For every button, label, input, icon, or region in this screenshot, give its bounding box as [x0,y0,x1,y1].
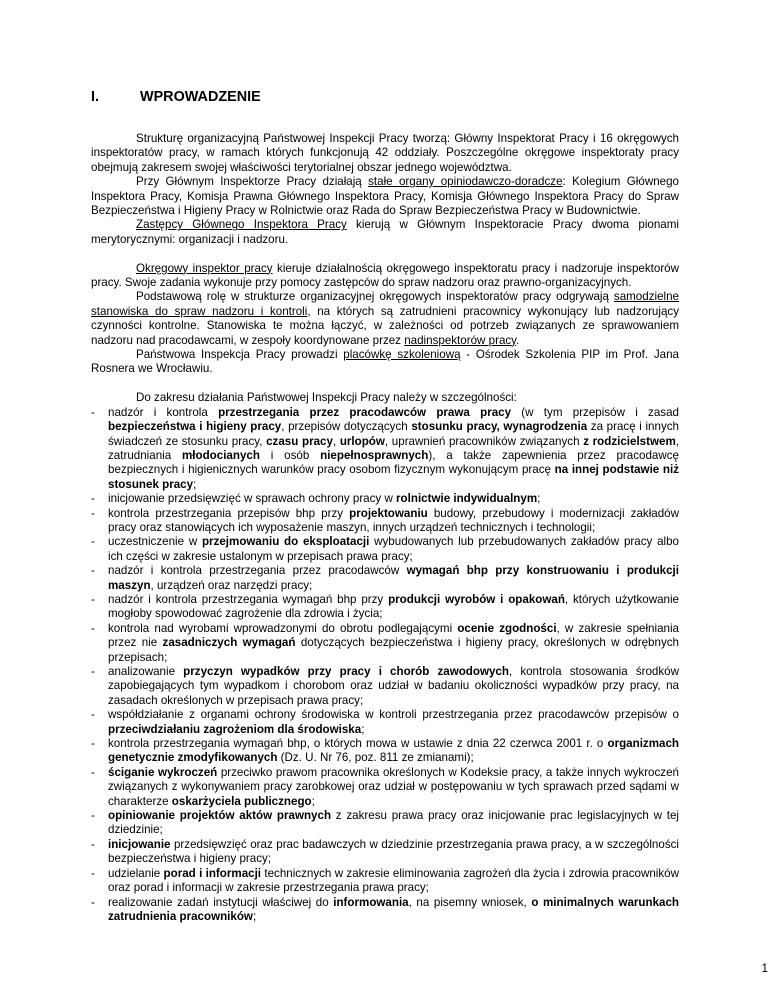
underlined-term: placówkę szkoleniową [343,348,461,362]
underlined-term: Okręgowy inspektor pracy [136,261,273,275]
scope-list-item: - uczestniczenie w przejmowaniu do eksploatacji wybudowanych lub przebudowanych zakładów pracy albo ich części w zakresie ustalonym w przepisach prawa pracy; [91,535,679,563]
list-dash: - [91,492,95,506]
emphasis: na innej podstawie niż stosunek pracy [108,463,679,491]
underlined-term: nadinspektorów pracy [404,333,517,347]
underlined-term: stałe organy opiniodawczo-doradcze [368,175,563,189]
emphasis: z rodzicielstwem [583,434,676,448]
emphasis: o minimalnych warunkach zatrudnienia pracowników [108,895,680,923]
paragraph-scope-lead: Do zakresu działania Państwowej Inspekcji Pracy należy w szczególności: [136,391,517,405]
list-dash: - [91,866,95,880]
emphasis: bezpieczeństwa i higieny pracy [108,420,282,434]
emphasis: zasadniczych wymagań [162,636,296,650]
emphasis: produkcji wyrobów i opakowań [388,592,565,606]
page-number: 1 [761,962,768,975]
scope-list-item: - realizowanie zadań instytucji właściwej do informowania, na pisemny wniosek, o minimalnych warunkach zatrudnienia pracowników; [91,895,680,923]
underlined-term: Zastępcy Głównego Inspektora Pracy [136,218,347,232]
scope-list-item: - udzielanie porad i informacji technicznych w zakresie eliminowania zagrożeń dla życia i zdrowia pracowników oraz porad i informacji w zakresie przestrzegania prawa pracy; [91,866,679,895]
list-dash: - [91,765,95,779]
emphasis: urlopów [339,434,385,448]
scope-list-item: - nadzór i kontrola przestrzegania wymagań bhp przy produkcji wyrobów i opakowań, których użytkowanie mogłoby spowodować zagrożenie dla zdrowia i życia; [91,592,679,621]
list-dash: - [91,535,95,549]
list-dash: - [91,506,95,520]
emphasis: oskarżyciela publicznego [171,794,312,808]
scope-list [91,406,679,925]
emphasis: projektowaniu [349,506,428,520]
emphasis: ocenie zgodności [457,621,557,635]
emphasis: porad i informacji [163,866,262,880]
list-dash: - [91,809,95,823]
paragraph-structure: Strukturę organizacyjną Państwowej Inspekcji Pracy tworzą: Główny Inspektorat Pracy i 16 okręgowych inspektoratów pracy, w ramach których funkcjonują 42 oddziały. Poszczególne okręgowe inspektoraty pracy obejmują zakresem swojej właściwości terytorialnej obszar jednego województwa. [91,132,679,174]
paragraph-positions: Podstawową rolę w strukturze organizacyjnej okręgowych inspektoratów pracy odgrywają samodzielne stanowiska do spraw nadzoru i kontroli, na których są zatrudnieni pracownicy wykonujący lub nadzorujący czynności kontrolne. Stanowiska te można łączyć, w zależności od potrzeb związanych ze sprawowaniem nadzoru nad pracodawcami, w zespoły koordynowane przez nadinspektorów pracy. [91,290,679,347]
section-number: I. [91,89,99,105]
emphasis: informowania [333,895,409,909]
emphasis: ściganie wykroczeń [108,765,218,779]
emphasis: stosunku pracy, wynagrodzenia [411,420,588,434]
emphasis: organizmach genetycznie zmodyfikowanych [108,737,679,765]
scope-list-item: - współdziałanie z organami ochrony środowiska w kontroli przestrzegania przez pracodawców przepisów o przeciwdziałaniu zagrożeniom dla środowiska; [91,708,679,736]
emphasis: rolnictwie indywidualnym [396,492,538,506]
emphasis: opiniowanie projektów aktów prawnych [108,809,332,823]
emphasis: młodocianych [181,448,260,462]
emphasis: przestrzegania przez pracodawców prawa pracy [218,405,512,419]
section-heading [91,89,261,105]
scope-list-item: - inicjowanie przedsięwzięć oraz prac badawczych w dziedzinie przestrzegania prawa pracy, a w szczególności bezpieczeństwa i higieny pracy; [91,837,679,866]
emphasis: wymagań bhp przy konstruowaniu i produkcji maszyn [108,564,679,592]
emphasis: przyczyn wypadków przy pracy i chorób zawodowych [183,665,509,678]
paragraph-training-center: Państwowa Inspekcja Pracy prowadzi placówkę szkoleniową - Ośrodek Szkolenia PIP im Prof. Jana Rosnera we Wrocławiu. [91,348,679,376]
list-dash: - [91,895,95,909]
emphasis: przeciwdziałaniu zagrożeniom dla środowiska [108,722,362,736]
list-dash: - [91,665,95,678]
emphasis: czasu pracy [266,434,333,448]
scope-list-item: - nadzór i kontrola przestrzegania przez pracodawców prawa pracy (w tym przepisów i zasad bezpieczeństwa i higieny pracy, przepisów dotyczących stosunku pracy, wynagrodzenia za pracę i innych świadczeń ze stosunku pracy, czasu pracy, urlopów, uprawnień pracowników związanych z rodzicielstwem, zatrudniania młodocianych i osób niepełnosprawnych), a także zapewnienia przez pracodawcę bezpiecznych i higienicznych warunków pracy osobom fizycznym wykonującym pracę na innej podstawie niż stosunek pracy; [91,405,680,491]
scope-list-item: - opiniowanie projektów aktów prawnych z zakresu prawa pracy oraz inicjowanie prac legislacyjnych w tej dziedzinie; [91,809,679,837]
emphasis: niepełnosprawnych [320,448,429,462]
underlined-term: samodzielne stanowiska do spraw nadzoru i kontroli [91,290,679,318]
section-title: WPROWADZENIE [140,89,261,105]
scope-list-item: - analizowanie przyczyn wypadków przy pracy i chorób zawodowych, kontrola stosowania środków zapobiegających tym wypadkom i chorobom oraz udział w badaniu okoliczności wypadków przy pracy, na zasadach określonych w przepisach prawa pracy; [91,665,679,707]
list-dash: - [91,405,95,419]
paragraph-advisory-bodies: Przy Głównym Inspektorze Pracy działają stałe organy opiniodawczo-doradcze: Kolegium Głównego Inspektora Pracy, Komisja Prawna Głównego Inspektora Pracy, Komisja Głównego Inspektora Pracy do Spraw Bezpieczeństwa i Higieny Pracy w Rolnictwie oraz Rada do Spraw Bezpieczeństwa Pracy w Budownictwie. [91,175,679,218]
emphasis: przejmowaniu do eksploatacji [201,535,370,549]
list-dash: - [91,592,95,606]
list-dash: - [91,737,95,751]
scope-list-item: - kontrola nad wyrobami wprowadzonymi do obrotu podlegającymi ocenie zgodności, w zakresie spełniania przez nie zasadniczych wymagań dotyczących bezpieczeństwa i higieny pracy, określonych w odrębnych przepisach; [91,621,680,664]
scope-list-item: - kontrola przestrzegania przepisów bhp przy projektowaniu budowy, przebudowy i modernizacji zakładów pracy oraz stanowiących ich wyposażenie maszyn, innych urządzeń technicznych i technologii; [91,506,679,534]
document-body [91,132,679,924]
scope-list-item: - nadzór i kontrola przestrzegania przez pracodawców wymagań bhp przy konstruowaniu i produkcji maszyn, urządzeń oraz narzędzi pracy; [91,564,679,592]
paragraph-deputies: Zastępcy Głównego Inspektora Pracy kierują w Głównym Inspektoracie Pracy dwoma pionami merytorycznymi: organizacji i nadzoru. [91,218,679,246]
list-dash: - [91,708,95,722]
scope-list-item: - inicjowanie przedsięwzięć w sprawach ochrony pracy w rolnictwie indywidualnym; [91,492,541,506]
emphasis: inicjowanie [108,837,171,851]
scope-list-item: - ściganie wykroczeń przeciwko prawom pracownika określonych w Kodeksie pracy, a także innych wykroczeń związanych z wykonywaniem pracy zarobkowej oraz udział w postępowaniu w tych sprawach przed sądami w charakterze oskarżyciela publicznego; [91,765,679,808]
list-dash: - [91,564,95,578]
list-dash: - [91,621,95,635]
paragraph-district-inspector: Okręgowy inspektor pracy kieruje działalnością okręgowego inspektoratu pracy i nadzoruje inspektorów pracy. Swoje zadania wykonuje przy pomocy zastępców do spraw nadzoru oraz prawno-organizacyjnych. [91,261,680,290]
list-dash: - [91,837,95,851]
scope-list-item: - kontrola przestrzegania wymagań bhp, o których mowa w ustawie z dnia 22 czerwca 2001 r. o organizmach genetycznie zmodyfikowanych (Dz. U. Nr 76, poz. 811 ze zmianami); [91,737,679,765]
